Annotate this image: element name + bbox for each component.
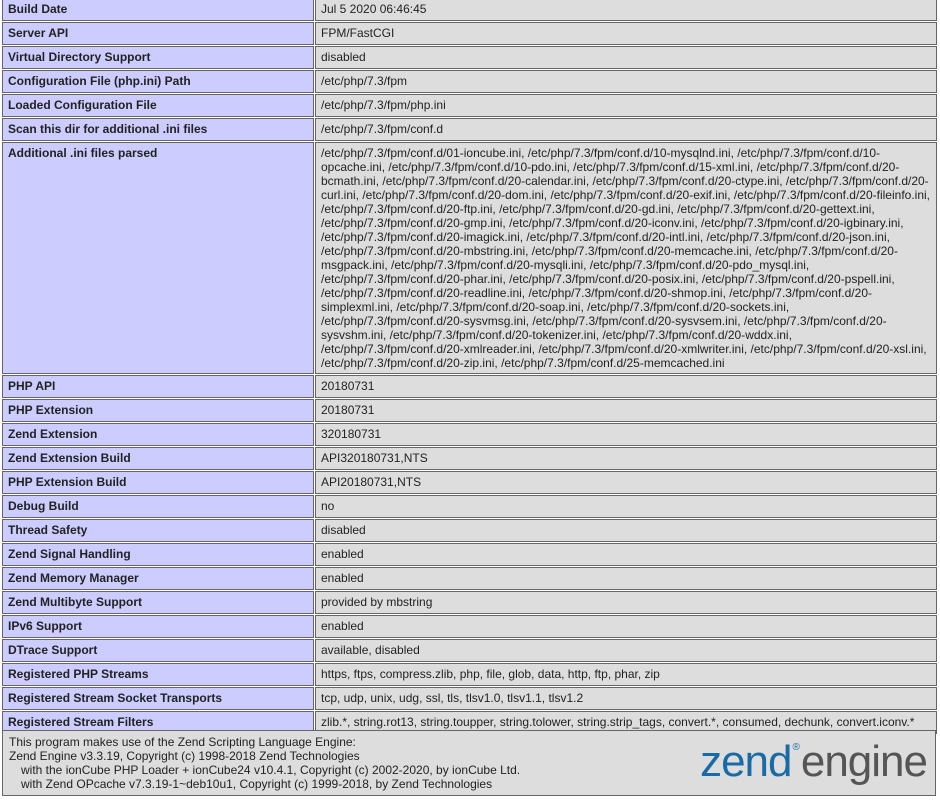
row-value: /etc/php/7.3/fpm	[315, 70, 937, 93]
row-value: no	[315, 495, 937, 518]
row-key: Zend Signal Handling	[2, 543, 314, 566]
ini-files-line: sysvshm.ini, /etc/php/7.3/fpm/conf.d/20-tokenizer.ini, /etc/php/7.3/fpm/conf.d/20-wddx.ini,	[321, 328, 792, 342]
row-value: /etc/php/7.3/fpm/php.ini	[315, 94, 937, 117]
table-row	[2, 663, 937, 686]
ini-files-list	[315, 142, 937, 374]
footer-text: with Zend OPcache v7.3.19-1~deb10u1, Copyright (c) 1999-2018, by Zend Technologies	[21, 777, 493, 791]
row-value: zlib.*, string.rot13, string.toupper, string.tolower, string.strip_tags, convert.*, consumed, dechunk, convert.iconv.*	[315, 711, 937, 734]
ini-files-line: /etc/php/7.3/fpm/conf.d/20-sysvmsg.ini, /etc/php/7.3/fpm/conf.d/20-sysvsem.ini, /etc/php/7.3/fpm/conf.d/20-	[321, 314, 887, 328]
ini-files-line: /etc/php/7.3/fpm/conf.d/20-xmlreader.ini, /etc/php/7.3/fpm/conf.d/20-xmlwriter.ini, /etc/php/7.3/fpm/conf.d/20-xsl.ini,	[321, 342, 927, 356]
row-value: disabled	[315, 519, 937, 542]
row-value: 20180731	[315, 375, 937, 398]
row-value: FPM/FastCGI	[315, 22, 937, 45]
row-key: Thread Safety	[2, 519, 314, 542]
row-key: Loaded Configuration File	[2, 94, 314, 117]
table-row	[2, 70, 937, 93]
row-key: Zend Extension	[2, 423, 314, 446]
row-value: /etc/php/7.3/fpm/conf.d	[315, 118, 937, 141]
table-row	[2, 519, 937, 542]
footer-text: with the ionCube PHP Loader + ionCube24 v10.4.1, Copyright (c) 2002-2020, by ionCube Ltd.	[21, 763, 521, 777]
table-row	[2, 615, 937, 638]
row-key: Registered PHP Streams	[2, 663, 314, 686]
row-value: API320180731,NTS	[315, 447, 937, 470]
table-row	[2, 399, 937, 422]
footer-text: This program makes use of the Zend Scripting Language Engine:	[9, 735, 356, 749]
row-value: 320180731	[315, 423, 937, 446]
row-value: available, disabled	[315, 639, 937, 662]
row-value: enabled	[315, 615, 937, 638]
row-key: Registered Stream Socket Transports	[2, 687, 314, 710]
row-key: Debug Build	[2, 495, 314, 518]
row-key: DTrace Support	[2, 639, 314, 662]
table-row	[2, 471, 937, 494]
zend-engine-logo[interactable]	[700, 733, 927, 791]
registered-mark: ®	[792, 742, 800, 753]
ini-files-line: curl.ini, /etc/php/7.3/fpm/conf.d/20-dom.ini, /etc/php/7.3/fpm/conf.d/20-exif.ini, /etc/php/7.3/fpm/conf.d/20-fileinfo.ini,	[321, 188, 930, 202]
row-value: https, ftps, compress.zlib, php, file, glob, data, http, ftp, phar, zip	[315, 663, 937, 686]
row-value: tcp, udp, unix, udg, ssl, tls, tlsv1.0, tlsv1.1, tlsv1.2	[315, 687, 937, 710]
row-key: Zend Extension Build	[2, 447, 314, 470]
table-row	[2, 375, 937, 398]
row-key: Zend Multibyte Support	[2, 591, 314, 614]
php-info-table	[1, 0, 938, 735]
ini-files-line: /etc/php/7.3/fpm/conf.d/20-imagick.ini, /etc/php/7.3/fpm/conf.d/20-intl.ini, /etc/php/7.3/fpm/conf.d/20-json.ini,	[321, 230, 890, 244]
table-row	[2, 46, 937, 69]
table-row	[2, 495, 937, 518]
row-key: Configuration File (php.ini) Path	[2, 70, 314, 93]
row-value: provided by mbstring	[315, 591, 937, 614]
ini-files-line: /etc/php/7.3/fpm/conf.d/01-ioncube.ini, /etc/php/7.3/fpm/conf.d/10-mysqlnd.ini, /etc/php/7.3/fpm/conf.d/10-	[321, 146, 880, 160]
table-row-ini-files	[2, 142, 937, 374]
row-value: enabled	[315, 543, 937, 566]
row-value: 20180731	[315, 399, 937, 422]
footer-text: Zend Engine v3.3.19, Copyright (c) 1998-2018 Zend Technologies	[9, 749, 360, 763]
row-key: PHP Extension	[2, 399, 314, 422]
row-key: Registered Stream Filters	[2, 711, 314, 734]
row-key: PHP Extension Build	[2, 471, 314, 494]
row-key: IPv6 Support	[2, 615, 314, 638]
ini-files-line: /etc/php/7.3/fpm/conf.d/20-gmp.ini, /etc/php/7.3/fpm/conf.d/20-iconv.ini, /etc/php/7.3/fpm/conf.d/20-igbinary.ini,	[321, 216, 904, 230]
php-info-table-body	[2, 0, 937, 734]
table-row	[2, 423, 937, 446]
ini-files-line: /etc/php/7.3/fpm/conf.d/20-mbstring.ini, /etc/php/7.3/fpm/conf.d/20-memcache.ini, /etc/php/7.3/fpm/conf.d/20-	[321, 244, 898, 258]
ini-files-line: /etc/php/7.3/fpm/conf.d/20-phar.ini, /etc/php/7.3/fpm/conf.d/20-posix.ini, /etc/php/7.3/fpm/conf.d/20-pspell.ini,	[321, 272, 895, 286]
table-row	[2, 447, 937, 470]
table-row	[2, 22, 937, 45]
zend-engine-footer	[2, 730, 936, 796]
engine-logo-text: engine	[800, 737, 927, 786]
row-value: Jul 5 2020 06:46:45	[315, 0, 937, 21]
table-row	[2, 687, 937, 710]
table-row	[2, 0, 937, 21]
row-key: Scan this dir for additional .ini files	[2, 118, 314, 141]
table-row	[2, 543, 937, 566]
ini-files-line: /etc/php/7.3/fpm/conf.d/20-ftp.ini, /etc/php/7.3/fpm/conf.d/20-gd.ini, /etc/php/7.3/fpm/conf.d/20-gettext.ini,	[321, 202, 875, 216]
row-value: enabled	[315, 567, 937, 590]
table-row	[2, 567, 937, 590]
ini-files-line: msgpack.ini, /etc/php/7.3/fpm/conf.d/20-mysqli.ini, /etc/php/7.3/fpm/conf.d/20-pdo_mysql.ini,	[321, 258, 810, 272]
row-key: Zend Memory Manager	[2, 567, 314, 590]
table-row	[2, 639, 937, 662]
row-key: Build Date	[2, 0, 314, 21]
row-key: Additional .ini files parsed	[2, 142, 314, 374]
row-key: Virtual Directory Support	[2, 46, 314, 69]
ini-files-line: /etc/php/7.3/fpm/conf.d/20-readline.ini, /etc/php/7.3/fpm/conf.d/20-shmop.ini, /etc/php/7.3/fpm/conf.d/20-	[321, 286, 872, 300]
ini-files-line: opcache.ini, /etc/php/7.3/fpm/conf.d/10-pdo.ini, /etc/php/7.3/fpm/conf.d/15-xml.ini, /etc/php/7.3/fpm/conf.d/20-	[321, 160, 900, 174]
row-value: disabled	[315, 46, 937, 69]
table-row	[2, 591, 937, 614]
row-key: Server API	[2, 22, 314, 45]
table-row	[2, 118, 937, 141]
ini-files-line: /etc/php/7.3/fpm/conf.d/20-zip.ini, /etc/php/7.3/fpm/conf.d/25-memcached.ini	[321, 356, 725, 370]
zend-logo-text: zend	[700, 737, 792, 786]
row-key: PHP API	[2, 375, 314, 398]
row-value: API20180731,NTS	[315, 471, 937, 494]
ini-files-line: simplexml.ini, /etc/php/7.3/fpm/conf.d/20-soap.ini, /etc/php/7.3/fpm/conf.d/20-sockets.ini,	[321, 300, 790, 314]
table-row	[2, 94, 937, 117]
ini-files-line: bcmath.ini, /etc/php/7.3/fpm/conf.d/20-calendar.ini, /etc/php/7.3/fpm/conf.d/20-ctype.ini, /etc/php/7.3/fpm/conf.d/20-	[321, 174, 929, 188]
